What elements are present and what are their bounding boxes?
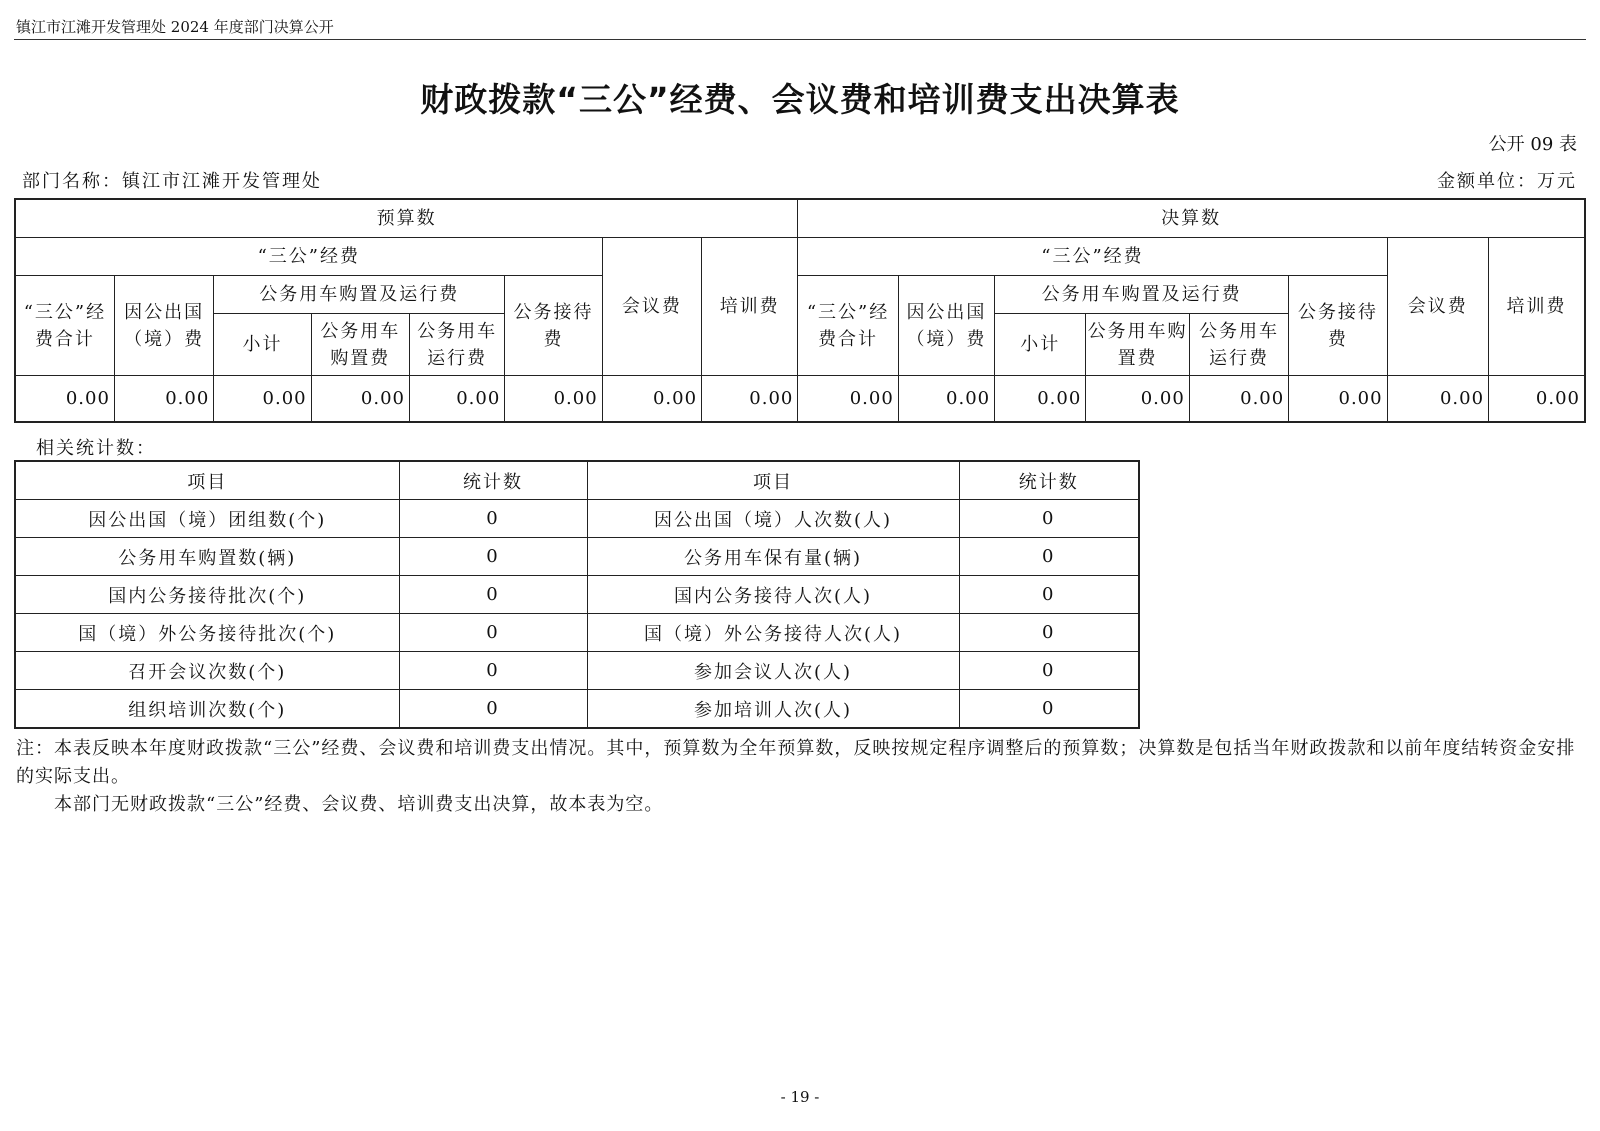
amount-unit: 金额单位：万元 xyxy=(1437,171,1577,192)
table-code: 公开 09 表 xyxy=(1488,134,1577,155)
budget-vehicle-purchase-header: 公务用车购置费 xyxy=(311,314,409,376)
budget-sangong-header: “三公”经费 xyxy=(15,238,602,276)
final-vehicle-header: 公务用车购置及运行费 xyxy=(995,276,1289,314)
budget-training-value: 0.00 xyxy=(702,376,798,423)
budget-meeting-header: 会议费 xyxy=(602,238,701,376)
stats-label: 相关统计数： xyxy=(36,438,156,459)
stats-count: 0 xyxy=(399,690,587,729)
running-header: 镇江市江滩开发管理处 2024 年度部门决算公开 xyxy=(16,18,334,36)
stats-count: 0 xyxy=(399,500,587,538)
stats-count: 0 xyxy=(399,576,587,614)
final-total-value: 0.00 xyxy=(798,376,898,423)
notes xyxy=(16,735,1586,819)
final-total-header: “三公”经费合计 xyxy=(798,276,898,376)
stats-header-item-right: 项目 xyxy=(587,461,959,500)
stats-item: 参加会议人次(人) xyxy=(587,652,959,690)
final-meeting-value: 0.00 xyxy=(1387,376,1488,423)
stats-item: 组织培训次数(个) xyxy=(15,690,399,729)
stats-item: 召开会议次数(个) xyxy=(15,652,399,690)
stats-count: 0 xyxy=(959,538,1139,576)
stats-count: 0 xyxy=(399,538,587,576)
final-abroad-header: 因公出国（境）费 xyxy=(898,276,994,376)
stats-header-count-left: 统计数 xyxy=(399,461,587,500)
table-row xyxy=(15,690,1139,729)
final-meeting-header: 会议费 xyxy=(1387,238,1488,376)
note-empty-statement: 本部门无财政拨款“三公”经费、会议费、培训费支出决算，故本表为空。 xyxy=(54,794,664,815)
stats-item: 因公出国（境）人次数(人) xyxy=(587,500,959,538)
stats-count: 0 xyxy=(399,614,587,652)
stats-item: 国（境）外公务接待人次(人) xyxy=(587,614,959,652)
final-header: 决算数 xyxy=(798,199,1585,238)
stats-header-item-left: 项目 xyxy=(15,461,399,500)
stats-count: 0 xyxy=(959,500,1139,538)
expenditure-table xyxy=(14,198,1586,423)
final-vehicle-purchase-header: 公务用车购置费 xyxy=(1086,314,1190,376)
stats-header-count-right: 统计数 xyxy=(959,461,1139,500)
stats-count: 0 xyxy=(959,576,1139,614)
budget-vehicle-operation-value: 0.00 xyxy=(410,376,505,423)
stats-table xyxy=(14,460,1140,729)
stats-item: 公务用车购置数(辆) xyxy=(15,538,399,576)
table-row xyxy=(15,538,1139,576)
budget-reception-value: 0.00 xyxy=(505,376,602,423)
budget-vehicle-operation-header: 公务用车运行费 xyxy=(410,314,505,376)
final-vehicle-purchase-value: 0.00 xyxy=(1086,376,1190,423)
final-training-value: 0.00 xyxy=(1489,376,1585,423)
note-explanation: 注：本表反映本年度财政拨款“三公”经费、会议费和培训费支出情况。其中，预算数为全年预算数，反映按规定程序调整后的预算数；决算数是包括当年财政拨款和以前年度结转资金安排的实际支出。 xyxy=(16,738,1576,787)
stats-count: 0 xyxy=(399,652,587,690)
budget-header: 预算数 xyxy=(15,199,798,238)
final-reception-value: 0.00 xyxy=(1289,376,1387,423)
final-vehicle-operation-header: 公务用车运行费 xyxy=(1189,314,1288,376)
stats-item: 参加培训人次(人) xyxy=(587,690,959,729)
final-sangong-header: “三公”经费 xyxy=(798,238,1387,276)
budget-vehicle-header: 公务用车购置及运行费 xyxy=(214,276,505,314)
final-vehicle-operation-value: 0.00 xyxy=(1189,376,1288,423)
budget-total-value: 0.00 xyxy=(15,376,114,423)
table-row xyxy=(15,614,1139,652)
header-rule xyxy=(14,39,1586,40)
stats-item: 国内公务接待批次(个) xyxy=(15,576,399,614)
budget-subtotal-header: 小计 xyxy=(214,314,311,376)
table-row xyxy=(15,376,1585,423)
stats-count: 0 xyxy=(959,690,1139,729)
table-row xyxy=(15,500,1139,538)
stats-count: 0 xyxy=(959,614,1139,652)
budget-abroad-header: 因公出国（境）费 xyxy=(114,276,213,376)
stats-header-row xyxy=(15,461,1139,500)
department-name: 部门名称：镇江市江滩开发管理处 xyxy=(22,171,322,192)
stats-item: 公务用车保有量(辆) xyxy=(587,538,959,576)
budget-subtotal-value: 0.00 xyxy=(214,376,311,423)
final-training-header: 培训费 xyxy=(1489,238,1585,376)
table-row xyxy=(15,576,1139,614)
budget-training-header: 培训费 xyxy=(702,238,798,376)
final-abroad-value: 0.00 xyxy=(898,376,994,423)
budget-reception-header: 公务接待费 xyxy=(505,276,602,376)
table-row xyxy=(15,652,1139,690)
stats-item: 因公出国（境）团组数(个) xyxy=(15,500,399,538)
final-subtotal-value: 0.00 xyxy=(995,376,1086,423)
stats-item: 国（境）外公务接待批次(个) xyxy=(15,614,399,652)
budget-meeting-value: 0.00 xyxy=(602,376,701,423)
final-reception-header: 公务接待费 xyxy=(1289,276,1387,376)
budget-total-header: “三公”经费合计 xyxy=(15,276,114,376)
budget-vehicle-purchase-value: 0.00 xyxy=(311,376,409,423)
budget-abroad-value: 0.00 xyxy=(114,376,213,423)
page-title: 财政拨款“三公”经费、会议费和培训费支出决算表 xyxy=(420,80,1180,119)
stats-count: 0 xyxy=(959,652,1139,690)
final-subtotal-header: 小计 xyxy=(995,314,1086,376)
page-number: - 19 - xyxy=(780,1088,820,1106)
stats-item: 国内公务接待人次(人) xyxy=(587,576,959,614)
